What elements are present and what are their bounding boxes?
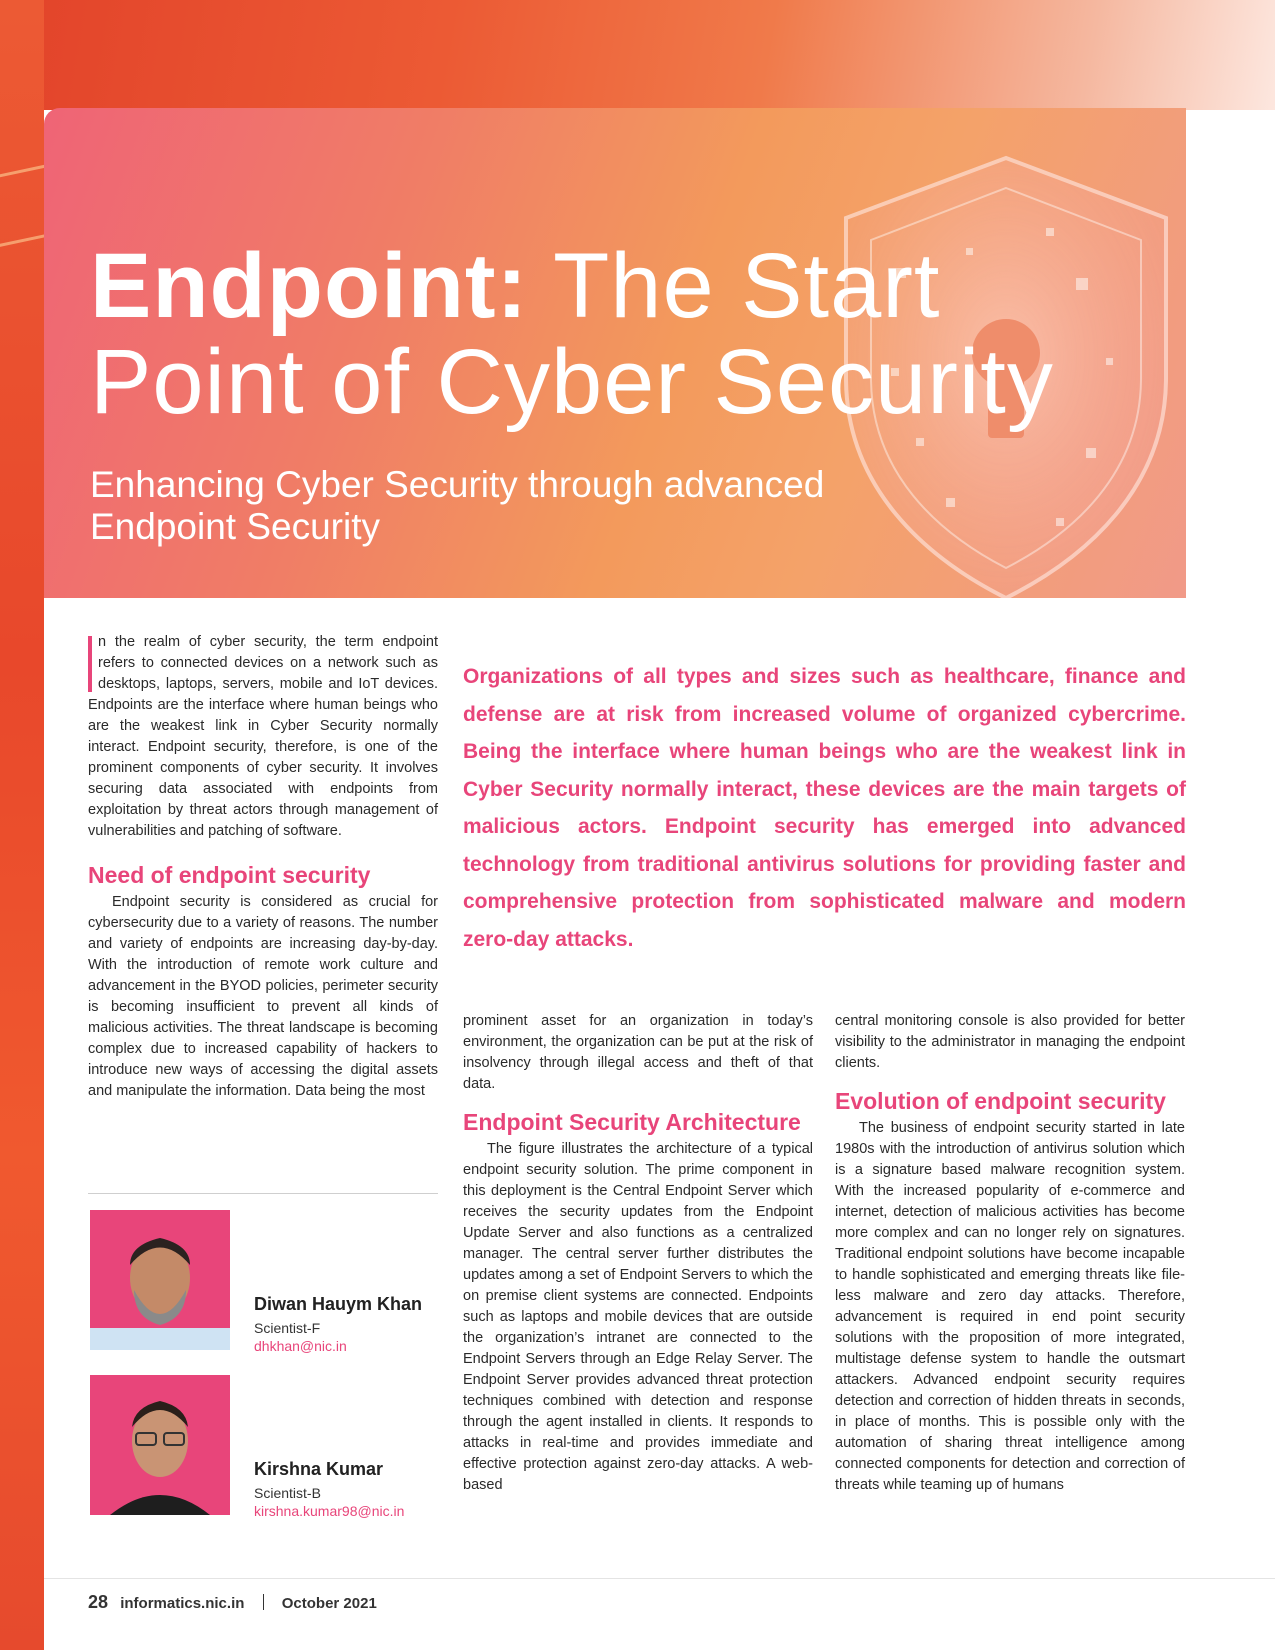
footer-date: October 2021 <box>281 1595 377 1612</box>
title-line2: Point of Cyber Security <box>90 331 1054 433</box>
background-header-strip <box>0 0 1275 110</box>
author-name: Diwan Hauym Khan <box>254 1294 423 1314</box>
author-name: Kirshna Kumar <box>254 1459 384 1479</box>
footer-separator <box>263 1594 264 1610</box>
evolution-paragraph: The business of endpoint security started in late 1980s with the introduction of antivirus solution which is a signature based malware recognition system. With the increased popularity of e-commerce and internet, detection of malicious activities has become more complex and can no longer rely on signatures. Traditional endpoint solutions have become incapable to handle sophisticated and emerging threats like file-less malware and zero day attacks. Therefore, advancement is required in end point security solutions with the proposition of more integrated, multistage defense system to handle the outsmart attackers. Advanced endpoint security requires detection and correction of hidden threats in seconds, in place of months. This is possible only with the automation of sharing threat intelligence among connected components for detection and correction of threats while teaming up of humans <box>835 1120 1185 1493</box>
need-paragraph: Endpoint security is considered as crucial for cybersecurity due to a variety of reasons. The number and variety of endpoints are increasing day-by-day. With the introduction of remote work culture and advancement in the BYOD policies, perimeter security is becoming insufficient to prevent all kinds of malicious activities. The threat landscape is becoming complex due to increased capability of hackers to introduce new ways of accessing the digital assets and manipulate the information. Data being the most <box>88 894 438 1099</box>
column-left <box>88 632 438 1102</box>
title-bold: Endpoint: <box>90 235 529 337</box>
page-number: 28 <box>88 1592 109 1612</box>
author-divider <box>88 1193 438 1194</box>
avatar <box>90 1210 230 1350</box>
column-right <box>835 1011 1185 1496</box>
column-middle <box>463 1011 813 1496</box>
intro-paragraph: n the realm of cyber security, the term endpoint refers to connected devices on a network such as desktops, laptops, servers, mobile and IoT devices. Endpoints are the interface where human beings who are the weakest link in Cyber Security normally interact. Endpoint security, therefore, is one of the prominent components of cyber security. It involves securing data associated with endpoints from exploitation by threat actors through management of vulnerabilities and patching of software. <box>88 634 438 839</box>
title-line1: The Start <box>528 235 941 337</box>
heading-evolution-of-endpoint-security: Evolution of endpoint security <box>835 1088 1166 1114</box>
page-footer <box>88 1592 377 1613</box>
author-email[interactable]: kirshna.kumar98@nic.in <box>254 1503 405 1519</box>
author-email[interactable]: dhkhan@nic.in <box>254 1338 347 1354</box>
heading-endpoint-security-architecture: Endpoint Security Architecture <box>463 1109 801 1135</box>
heading-need-of-endpoint-security: Need of endpoint security <box>88 862 371 888</box>
page-title <box>90 235 1054 433</box>
author-role: Scientist-B <box>254 1485 321 1501</box>
continuation-paragraph: central monitoring console is also provided for better visibility to the administrator in managing the endpoint clients. <box>835 1013 1185 1071</box>
page-subtitle: Enhancing Cyber Security through advanced Endpoint Security <box>90 464 825 547</box>
footer-divider <box>44 1578 1275 1579</box>
continuation-paragraph: prominent asset for an organization in today’s environment, the organization can be put at the risk of insolvency through illegal access and theft of that data. <box>463 1013 813 1092</box>
hero-banner <box>44 108 1186 598</box>
author-photo <box>90 1210 230 1350</box>
pull-quote: Organizations of all types and sizes such as healthcare, finance and defense are at risk from increased volume of organized cybercrime. Being the interface where human beings who are the weakest link in Cyber Security normally interact, these devices are the main targets of malicious actors. Endpoint security has emerged into advanced technology from traditional antivirus solutions for providing faster and comprehensive protection from sophisticated malware and modern zero-day attacks. <box>463 665 1186 951</box>
background-side-strip <box>0 0 44 1650</box>
avatar <box>90 1375 230 1515</box>
architecture-paragraph: The figure illustrates the architecture of a typical endpoint security solution. The prime component in this deployment is the Central Endpoint Server which receives the security updates from the Endpoint Update Server and also functions as a centralized manager. The central server further distributes the updates among a set of Endpoint Servers to which the on premise client systems are connected. Endpoints such as laptops and mobile devices that are outside the organization’s intranet are connected to the Endpoint Servers through an Edge Relay Server. The Endpoint Server provides advanced threat protection techniques combined with detection and response through the agent installed in clients. It responds to attacks in real-time and provides immediate and effective protection against zero-day attacks. A web-based <box>463 1141 813 1493</box>
author-role: Scientist-F <box>254 1320 321 1336</box>
dropcap-bar <box>88 636 92 692</box>
author-photo <box>90 1375 230 1515</box>
footer-site[interactable]: informatics.nic.in <box>120 1595 245 1612</box>
